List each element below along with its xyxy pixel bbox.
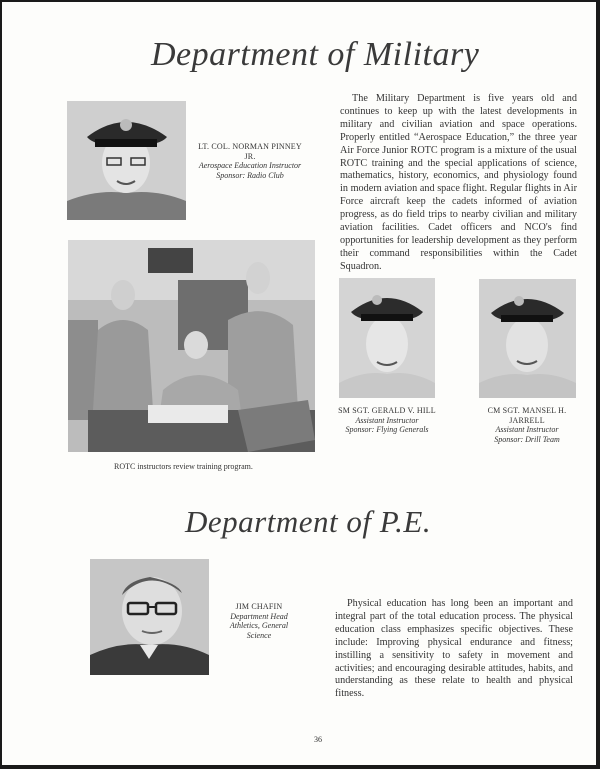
hill-name: SM SGT. GERALD V. HILL — [338, 406, 436, 415]
jarrell-name: CM SGT. MANSEL H. JARRELL — [487, 406, 567, 425]
military-heading: Department of Military — [151, 36, 480, 73]
chafin-name: JIM CHAFIN — [235, 602, 283, 611]
hill-portrait — [339, 278, 435, 398]
pinney-portrait — [67, 101, 186, 220]
hill-title: Assistant Instructor — [355, 415, 419, 425]
pinney-title: Aerospace Education Instructor — [198, 161, 302, 170]
chafin-caption — [224, 602, 294, 640]
jarrell-portrait — [479, 279, 576, 398]
pinney-name: LT. COL. NORMAN PINNEY JR. — [198, 142, 302, 161]
jarrell-caption — [473, 406, 581, 444]
jarrell-sponsor: Sponsor: Drill Team — [494, 434, 560, 444]
chafin-subjects: Athletics, General Science — [229, 621, 289, 640]
jarrell-title: Assistant Instructor — [495, 425, 559, 434]
page-number: 36 — [314, 735, 322, 744]
pe-heading: Department of P.E. — [185, 504, 432, 539]
chafin-title: Department Head — [230, 611, 288, 621]
group-photo-caption: ROTC instructors review training program. — [114, 462, 253, 471]
chafin-portrait — [90, 559, 209, 675]
pinney-sponsor: Sponsor: Radio Club — [216, 170, 284, 180]
pe-body-text: Physical education has long been an important and integral part of the total education process. The physical education class emphasizes specific objectives. These include: Improving physical endurance and fitness; instilling a sensitivity to safety in movement and activities; and encouraging desirable attitudes, habits, and understanding as these relate to health and physical fitness. — [335, 598, 573, 700]
military-body-text: The Military Department is five years old and continues to keep up with the latest developments in military and civilian aviation and space operations. Properly entitled “Aerospace Education,” the three year Air Force Junior ROTC program is a mixture of the usual ROTC training and the special applications of science, mathematics, history, economics, and physiology found in modern aviation and space flight. Regular flights in Air Force aircraft keep the cadets informed of aviation progress, as do field trips to nearby civilian and military aviation facilities. Cadet officers and NCO's find opportunities for leadership development as they perform their command responsibilities within the Cadet Squadron. — [340, 93, 577, 272]
pinney-caption — [192, 142, 308, 180]
hill-caption — [335, 406, 439, 435]
hill-sponsor: Sponsor: Flying Generals — [345, 425, 429, 434]
rotc-group-photo — [68, 240, 315, 452]
